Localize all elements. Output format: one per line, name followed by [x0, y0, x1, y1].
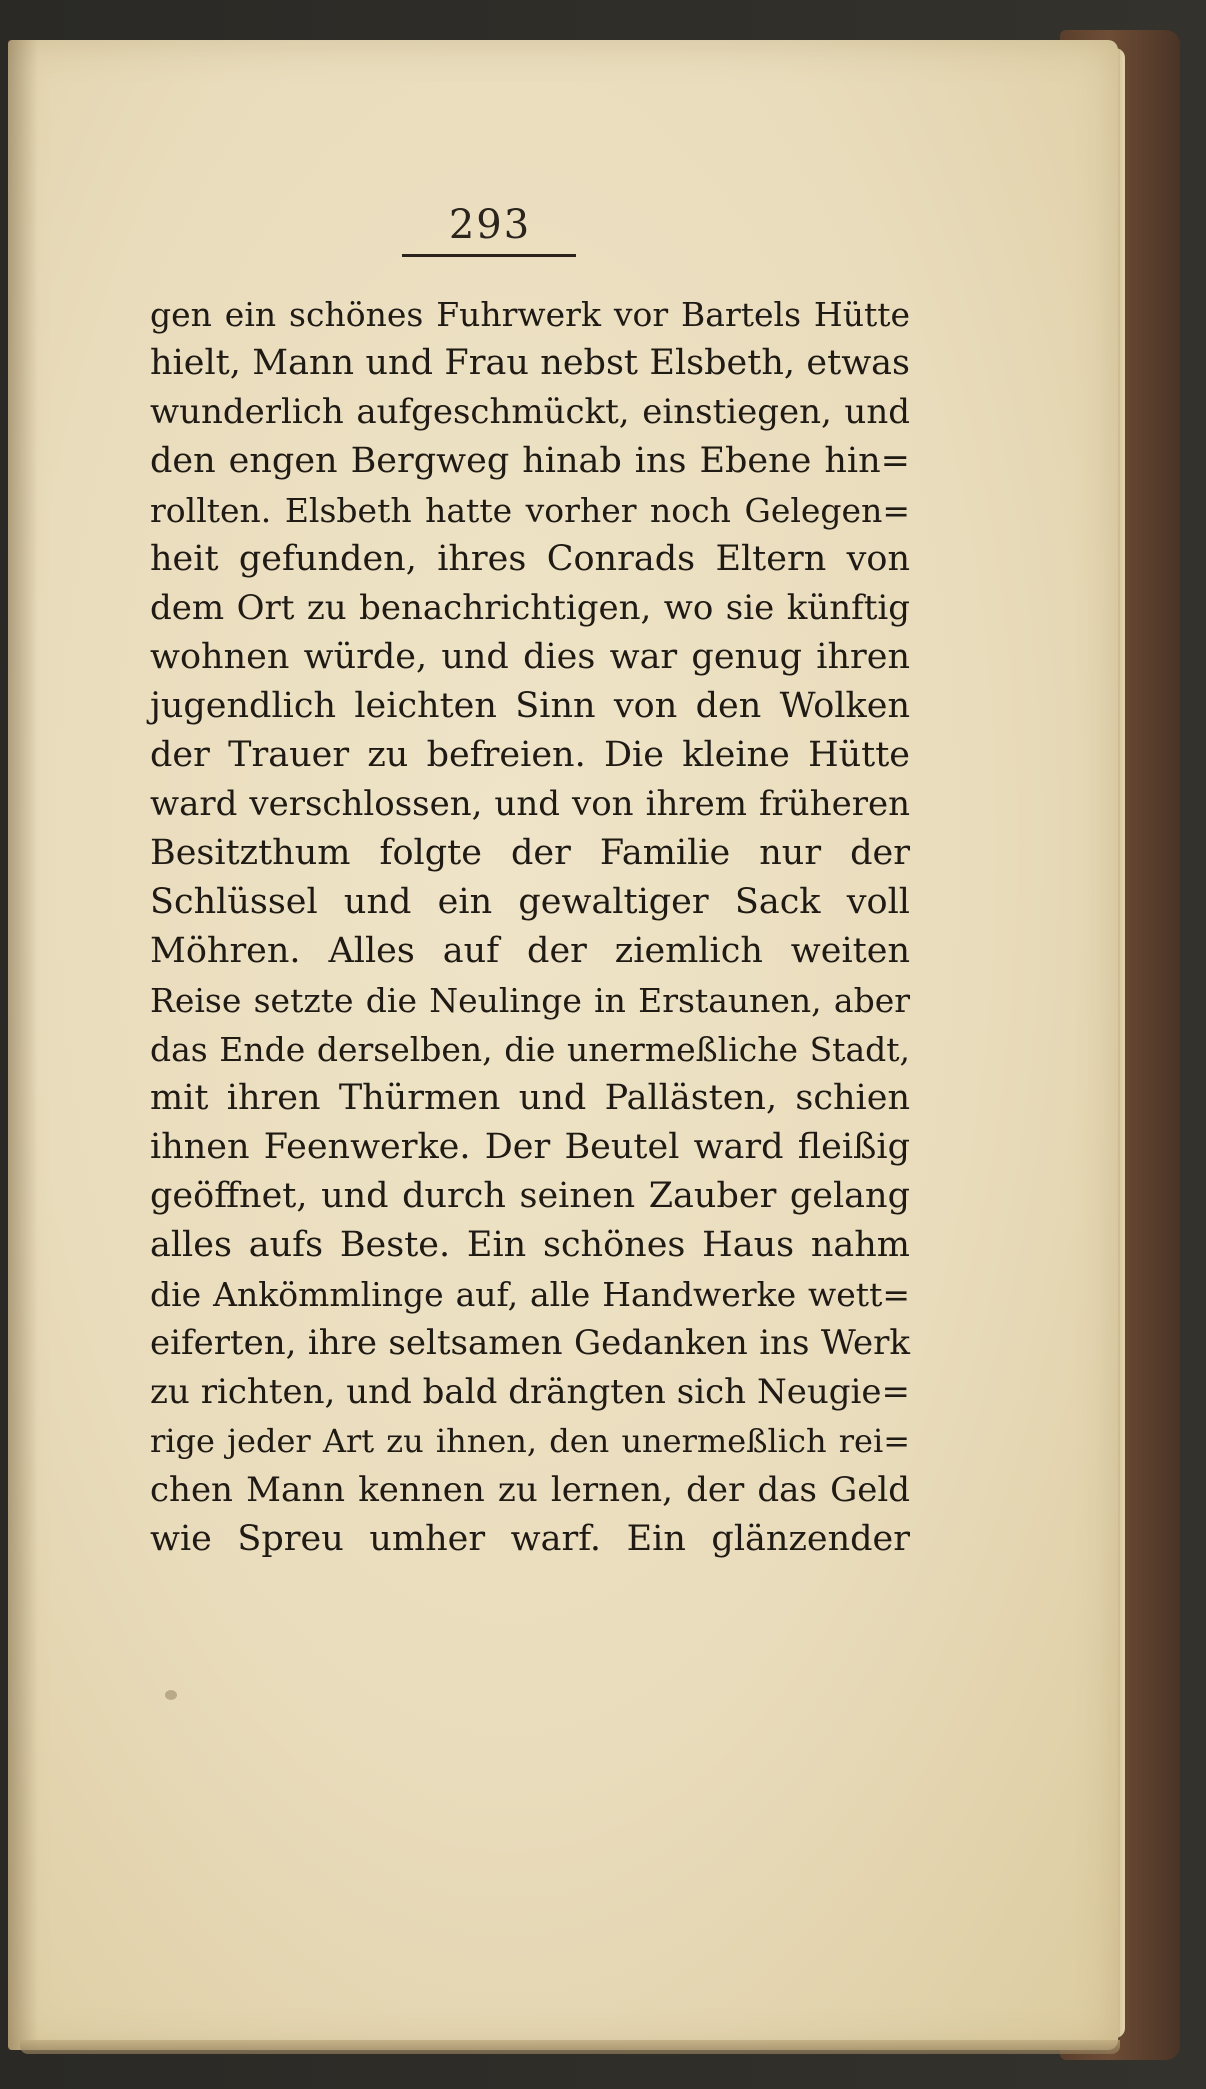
text-line: die Ankömmlinge auf, alle Handwerke wett=	[150, 1275, 910, 1314]
ink-smudge	[165, 1690, 177, 1700]
page-number: 293	[448, 202, 532, 248]
text-line: wie Spreu umher warf. Ein glänzender	[150, 1519, 910, 1559]
text-line: ward verschlossen, und von ihrem früheren	[150, 784, 910, 824]
text-line: wohnen würde, und dies war genug ihren	[150, 637, 910, 677]
text-line: geöffnet, und durch seinen Zauber gelang	[150, 1176, 910, 1216]
text-line: der Trauer zu befreien. Die kleine Hütte	[150, 735, 910, 775]
text-line: Schlüssel und ein gewaltiger Sack voll	[150, 882, 910, 922]
text-line: Möhren. Alles auf der ziemlich weiten	[150, 931, 910, 971]
text-line: jugendlich leichten Sinn von den Wolken	[150, 686, 910, 726]
text-line: hielt, Mann und Frau nebst Elsbeth, etwas	[150, 343, 910, 383]
text-line: heit gefunden, ihres Conrads Eltern von	[150, 539, 910, 579]
header-rule	[402, 254, 576, 257]
text-line: eiferten, ihre seltsamen Gedanken ins Werk	[150, 1323, 910, 1363]
text-line: mit ihren Thürmen und Pallästen, schien	[150, 1078, 910, 1118]
spine-shadow	[8, 40, 38, 2050]
text-line: ihnen Feenwerke. Der Beutel ward fleißig	[150, 1127, 910, 1167]
text-line: zu richten, und bald drängten sich Neugie=	[150, 1372, 910, 1412]
text-line: rige jeder Art zu ihnen, den unermeßlich rei=	[150, 1422, 910, 1460]
page-bottom-edge	[20, 2040, 1120, 2054]
text-line: Besitzthum folgte der Familie nur der	[150, 833, 910, 873]
text-line: dem Ort zu benachrichtigen, wo sie künftig	[150, 588, 910, 628]
text-line: chen Mann kennen zu lernen, der das Geld	[150, 1470, 910, 1510]
text-line: den engen Bergweg hinab ins Ebene hin=	[150, 441, 910, 481]
text-line: das Ende derselben, die unermeßliche Stadt,	[150, 1030, 910, 1069]
text-line: wunderlich aufgeschmückt, einstiegen, und	[150, 392, 910, 432]
body-text	[150, 290, 910, 1564]
text-line: Reise setzte die Neulinge in Erstaunen, aber	[150, 981, 910, 1020]
text-line: rollten. Elsbeth hatte vorher noch Gelegen=	[150, 491, 910, 530]
text-line: alles aufs Beste. Ein schönes Haus nahm	[150, 1225, 910, 1265]
text-line: gen ein schönes Fuhrwerk vor Bartels Hütte	[150, 295, 910, 334]
